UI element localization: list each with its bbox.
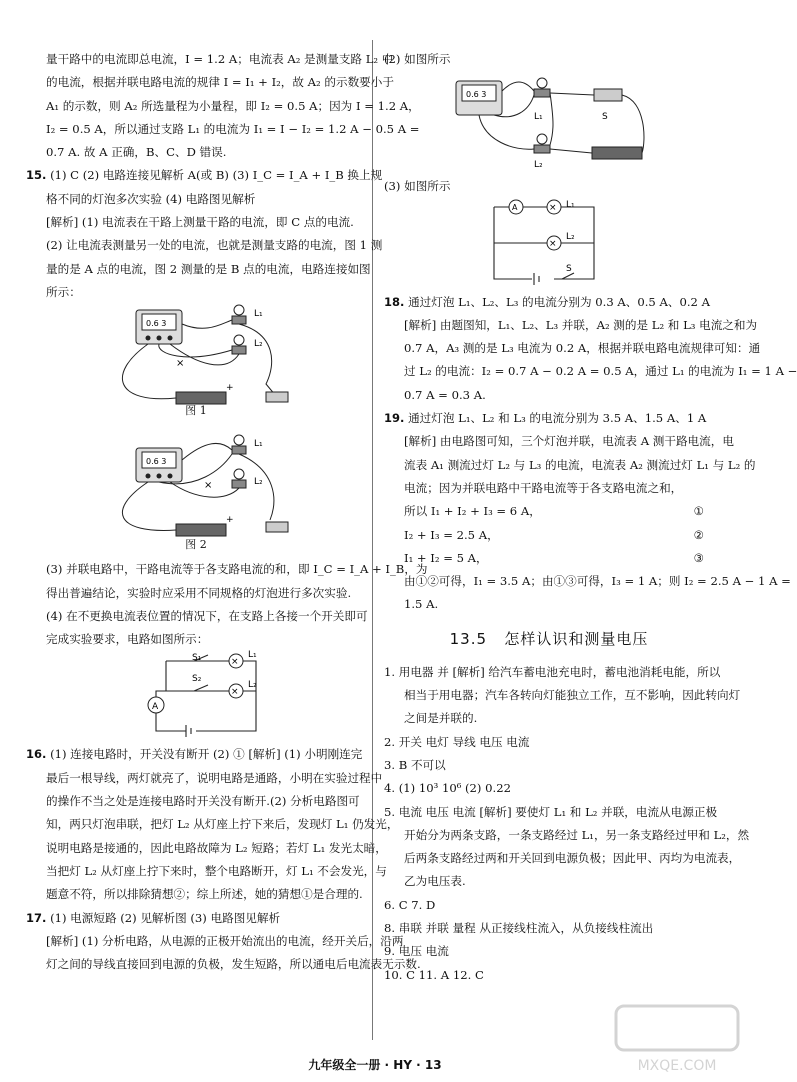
text-line: [解析] 由题图知，L₁、L₂、L₃ 并联，A₂ 测的是 L₂ 和 L₃ 电流之和为 [404,317,758,332]
equation-1 [384,500,714,523]
equation-text: I₁ + I₂ = 5 A， [404,550,488,565]
equation-tag: ③ [693,550,704,565]
section-heading [384,617,714,661]
answer-text: (1) 电源短路 (2) 见解析图 (3) 电路图见解析 [50,910,281,925]
text-line: 题意不符，所以排除猜想②；综上所述，她的猜想①是合理的. [46,887,363,902]
text-line: 之间是并联的. [404,711,478,726]
figure-2-caption: 图 2 [185,538,207,552]
text-line: 格不同的灯泡多次实验 (4) 电路图见解析 [46,191,256,206]
text-line: 乙为电压表. [404,874,466,889]
label-L1: L₁ [248,650,257,661]
column-divider [372,40,373,1040]
meter-scale: 0.6 3 [146,457,167,467]
answer-line: 10. C 11. A 12. C [384,967,484,982]
label-L2: L₂ [254,477,263,488]
circuit-diagram [26,651,366,743]
text-line: [解析] (1) 电流表在干路上测量干路的电流，即 C 点的电流. [46,215,354,230]
label-L1: L₁ [254,309,263,320]
text-line: 1.5 A. [404,597,439,612]
text-line: 最后一根导线，两灯就亮了，说明电路是通路，小明在实验过程中 [46,770,383,785]
question-19-line [384,407,714,430]
question-number: 17. [26,910,47,925]
answer-line: 1. 用电器 并 [解析] 给汽车蓄电池充电时，蓄电池消耗电能，所以 [384,664,721,679]
label-L1: L₁ [566,199,575,210]
label-L2: L₂ [248,680,257,691]
plus-sign: + [226,515,234,526]
watermark-text: MXQE.COM [637,1058,717,1074]
text-line: 电流；因为并联电路中干路电流等于各支路电流之和， [404,480,683,495]
right-column [384,48,797,987]
equation-tag: ① [693,504,704,519]
circuit-photo-figure [384,71,714,175]
text-line: 灯之间的导线直接回到电源的负极，发生短路，所以通电后电流表无示数. [46,957,421,972]
question-17-line [26,907,366,930]
text-line: 的操作不当之处是连接电路时开关没有断开.(2) 分析电路图可 [46,794,360,809]
text-line: 完成实验要求，电路如图所示： [46,632,209,647]
label-L2: L₂ [254,339,263,350]
text-line: 的电流，根据并联电路电流的规律 I = I₁ + I₂，故 A₂ 的示数要小于 [46,75,394,90]
label-L2: L₂ [534,160,543,171]
question-number: 19. [384,411,405,426]
text-line: 所示： [46,284,81,299]
meter-scale: 0.6 3 [466,90,487,100]
circuit-illustration-2 [26,430,366,542]
svg-text:×: × [231,657,239,668]
circuit-illustration-3 [384,71,714,175]
equation-tag: ② [693,527,704,542]
text-line: (3) 并联电路中，干路电流等于各支路电流的和，即 I_C = I_A + I_B，为 [46,562,428,577]
equation-2 [384,524,714,547]
text-line: 得出普遍结论，实验时应采用不同规格的灯泡进行多次实验. [46,585,352,600]
text-line: 后两条支路经过两和开关回到电源负极；因此甲、丙均为电流表， [404,851,741,866]
label-S2: S₂ [192,674,202,685]
answer-text: 通过灯泡 L₁、L₂、L₃ 的电流分别为 0.3 A、0.5 A、0.2 A [408,294,710,309]
circuit-diagram-3 [384,199,714,291]
figure-2 [26,430,366,558]
text-line: 相当于用电器；汽车各转向灯能独立工作，互不影响，因此转向灯 [404,688,741,703]
label-L1: L₁ [534,112,543,123]
equation-3 [384,547,714,570]
text-line: 知，两只灯泡串联，把灯 L₂ 从灯座上拧下来后，发现灯 L₁ 仍发光， [46,817,399,832]
label-S1: S₁ [192,653,202,664]
svg-text:×: × [231,687,239,698]
figure-1-caption: 图 1 [185,404,207,418]
question-15-line [26,164,383,187]
label-S: S [566,263,572,274]
text-line: (3) 如图所示 [384,179,451,194]
text-line: 过 L₂ 的电流：I₂ = 0.7 A − 0.2 A = 0.5 A，通过 L₁ 的电流为 I₁ = 1 A − [404,364,797,379]
page-footer: 九年级全一册 · HY · 13 [308,1058,442,1072]
text-line: 量干路中的电流即总电流，I = 1.2 A；电流表 A₂ 是测量支路 L₂ 中 [46,52,394,66]
text-line: 开始分为两条支路，一条支路经过 L₁，另一条支路经过甲和 L₂，然 [404,827,750,842]
section-title: 怎样认识和测量电压 [504,629,649,648]
text-line: (2) 让电流表测量另一处的电流，也就是测量支路的电流，图 1 测 [46,238,383,253]
answer-line: 8. 串联 并联 量程 从正接线柱流入，从负接线柱流出 [384,921,654,936]
answer-line: 9. 电压 电流 [384,944,449,959]
answer-line: 2. 开关 电灯 导线 电压 电流 [384,734,530,749]
circuit-illustration-1 [26,304,366,416]
text-line: [解析] 由电路图可知，三个灯泡并联，电流表 A 测干路电流，电 [404,434,734,449]
text-line: (2) 如图所示 [384,52,451,66]
answer-line: 4. (1) 10³ 10⁶ (2) 0.22 [384,781,511,796]
text-line: 由①②可得，I₁ = 3.5 A；由①③可得，I₃ = 1 A；则 I₂ = 2.5 A − 1 A = [404,574,791,589]
label-L2: L₂ [566,231,575,242]
text-line: 0.7 A. 故 A 正确，B、C、D 错误. [46,145,227,160]
answer-text: (1) 连接电路时，开关没有断开 (2) ① [解析] (1) 小明刚连完 [50,747,363,762]
text-line: A₁ 的示数，则 A₂ 所选量程为小量程，即 I₂ = 0.5 A；因为 I = 1.2 A， [46,98,420,113]
answer-text: 通过灯泡 L₁、L₂ 和 L₃ 的电流分别为 3.5 A、1.5 A、1 A [408,411,707,426]
question-number: 16. [26,747,47,762]
label-S: S [602,112,608,123]
text-line: I₂ = 0.5 A，所以通过支路 L₁ 的电流为 I₁ = I − I₂ = 1.2 A − 0.5 A = [46,121,420,136]
svg-text:×: × [549,202,557,213]
answer-line: 5. 电流 电压 电流 [解析] 要使灯 L₁ 和 L₂ 并联，电流从电源正极 [384,804,718,819]
svg-text:×: × [549,238,557,249]
text-line: 量的是 A 点的电流，图 2 测量的是 B 点的电流，电路连接如图 [46,261,371,276]
meter-scale: 0.6 3 [146,319,167,329]
plus-sign: + [226,383,234,394]
circuit-diagram [384,199,714,291]
circuit-diagram-switches [26,651,366,743]
question-number: 18. [384,294,405,309]
text-line: [解析] (1) 分析电路，从电源的正极开始流出的电流，经开关后，沿两 [46,933,404,948]
equation-text: 所以 I₁ + I₂ + I₃ = 6 A， [404,504,541,519]
answer-text: (1) C (2) 电路连接见解析 A(或 B) (3) I_C = I_A + I_B 换上规 [50,168,383,183]
answer-line: 3. B 不可以 [384,757,446,772]
text-line: 0.7 A，A₃ 测的是 L₃ 电流为 0.2 A，根据并联电路电流规律可知：通 [404,341,761,356]
ammeter-label: A [152,702,159,713]
answer-line: 6. C 7. D [384,897,436,912]
text-line: 说明电路是接通的，因此电路故障为 L₂ 短路；若灯 L₁ 发光太暗， [46,840,387,855]
ammeter-label: A [512,202,518,212]
svg-text:×: × [176,358,185,370]
label-L1: L₁ [254,439,263,450]
equation-text: I₂ + I₃ = 2.5 A， [404,527,499,542]
question-number: 15. [26,168,47,183]
text-line: (4) 在不更换电流表位置的情况下，在支路上各接一个开关即可 [46,608,368,623]
question-18-line [384,291,714,314]
text-line: 0.7 A = 0.3 A. [404,387,486,402]
text-line: 流表 A₁ 测流过灯 L₂ 与 L₃ 的电流，电流表 A₂ 测流过灯 L₁ 与 L₂ 的 [404,457,756,472]
section-number: 13.5 [449,629,488,648]
text-line: 当把灯 L₂ 从灯座上拧下来时，整个电路断开，灯 L₁ 不会发光，与 [46,863,387,878]
figure-1 [26,304,366,416]
svg-text:×: × [204,480,213,492]
question-16-line [26,743,366,766]
